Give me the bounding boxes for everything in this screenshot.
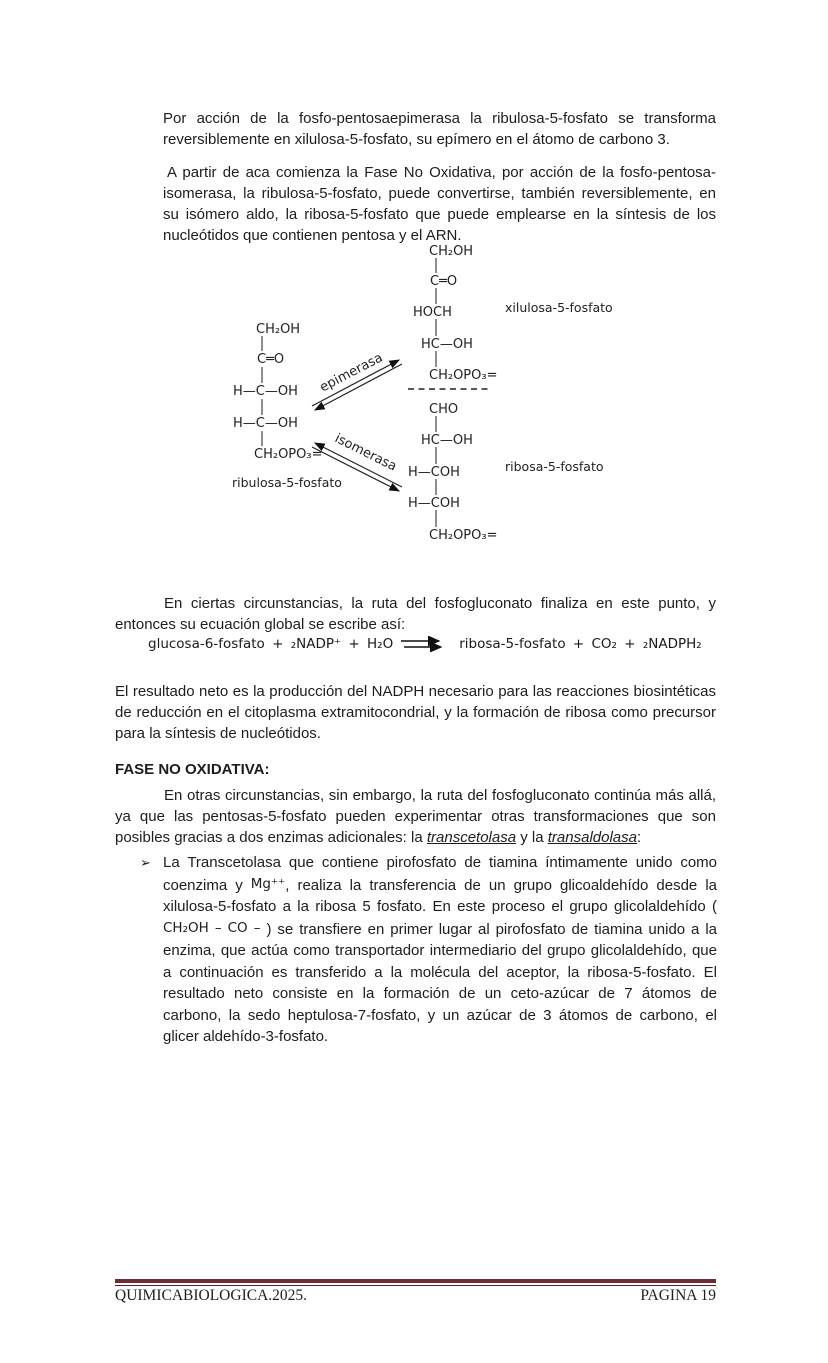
xylulose-structure [413, 244, 613, 383]
footer-page-number: PAGINA 19 [640, 1287, 716, 1304]
paragraph-net-result: El resultado neto es la producción del NADPH necesario para las reacciones biosintéticas de reducción en el citoplasma extramitocondrial, y la formación de ribosa como precursor para la síntesis de nucleótidos. [115, 683, 716, 742]
bullet-arrow-icon: ➢ [140, 856, 151, 871]
bullet-run: La Transcetolasa que contiene pirofosfato de tiamina íntimamente unido como coenzima y [163, 854, 717, 894]
ribulose-row: CH₂OPO₃= [254, 447, 323, 462]
ribose-row: CH₂OPO₃= [429, 528, 498, 543]
global-equation [148, 636, 716, 652]
footer-course-label: QUIMICABIOLOGICA.2025. [115, 1287, 308, 1304]
bullet-run: ) se transfiere en primer lugar al pirofosfato de tiamina unido a la enzima, que actúa como transportador intermediario del grupo glicolaldehído, que a continuación es transferido a la molécula del aceptor, la ribosa-5-fosfato. El resultado neto consiste en la formación de un ceto-azúcar de 7 átomos de carbono, la sedo heptulosa-7-fosfato, y un azúcar de 3 átomos de carbono, el glicer aldehído-3-fosfato. [163, 920, 717, 1045]
footer-rule [115, 1279, 716, 1286]
enzyme-transaldolasa: transaldolasa [547, 829, 637, 846]
xylulose-row: CH₂OPO₃= [429, 368, 498, 383]
xylulose-row: HC—OH [421, 337, 473, 352]
paragraph-epimerasa-intro: Por acción de la fosfo-pentosaepimerasa la ribulosa-5-fosfato se transforma reversiblemente en xilulosa-5-fosfato, su epímero en el átomo de carbono 3. [163, 110, 716, 148]
paragraph-run: : [636, 829, 642, 846]
bullet-run: , realiza la transferencia de un grupo glicoaldehído desde la xilulosa-5-fosfato a la ribosa 5 fosfato. En este proceso el grupo glicolaldehído ( [163, 876, 717, 915]
xylulose-label: xilulosa-5-fosfato [505, 300, 613, 315]
paragraph-run: y la [516, 829, 548, 846]
ribose-row: CHO [429, 402, 459, 417]
ribulose-row: H—C—OH [233, 384, 298, 399]
ribose-structure [408, 402, 604, 543]
ribulose-structure [232, 322, 342, 490]
xylulose-row: CH₂OH [429, 244, 474, 259]
ribulose-row: C═O [257, 352, 285, 367]
xylulose-row: C═O [430, 274, 458, 289]
ribose-row: HC—OH [421, 433, 473, 448]
ribulose-row: CH₂OH [256, 322, 301, 337]
bullet-text [163, 852, 717, 1048]
glycolaldehyde-formula: CH₂OH – CO – [163, 919, 267, 936]
ribulose-row: H—C—OH [233, 416, 298, 431]
isomerase-label: isomerasa [332, 431, 399, 475]
pentose-phosphate-diagram [115, 240, 715, 575]
epimerase-arrow [312, 350, 402, 410]
paragraph-fase-no-oxidativa-intro: A partir de aca comienza la Fase No Oxidativa, por acción de la fosfo-pentosa-isomerasa, la ribulosa-5-fosfato, puede convertirse, también reversiblemente, en su isómero aldo, la ribosa-5-fosfato que puede emplearse en la síntesis de los nucleótidos que contienen pentosa y el ARN. [163, 164, 716, 244]
enzyme-transcetolasa: transcetolasa [426, 829, 517, 846]
section-heading: FASE NO OXIDATIVA: [115, 761, 270, 778]
ribose-label: ribosa-5-fosfato [505, 459, 604, 474]
equation-lhs: glucosa-6-fosfato + ₂NADP⁺ + H₂O [148, 636, 394, 652]
epimerase-label: epimerasa [317, 350, 386, 396]
paragraph-enzymes [115, 785, 716, 848]
mg-formula: Mg⁺⁺ [250, 875, 286, 892]
equation-rhs: ribosa-5-fosfato + CO₂ + ₂NADPH₂ [459, 636, 702, 652]
paragraph-equation-intro: En ciertas circunstancias, la ruta del fosfogluconato finaliza en este punto, y entonces su ecuación global se escribe así: [115, 595, 716, 633]
reaction-arrow-icon [401, 636, 451, 652]
xylulose-row: HOCH [413, 305, 452, 320]
ribose-row: H—COH [408, 465, 460, 480]
paragraph-run: En otras circunstancias, sin embargo, la ruta del fosfogluconato continúa más allá, ya que las pentosas-5-fosfato pueden experimentar otras transformaciones que son posibles gracias a dos enzimas adicionales: la [115, 787, 716, 846]
footer [115, 1287, 716, 1305]
bullet-item-transcetolasa [140, 852, 717, 1048]
ribose-row: H—COH [408, 496, 460, 511]
ribulose-label: ribulosa-5-fosfato [232, 475, 342, 490]
